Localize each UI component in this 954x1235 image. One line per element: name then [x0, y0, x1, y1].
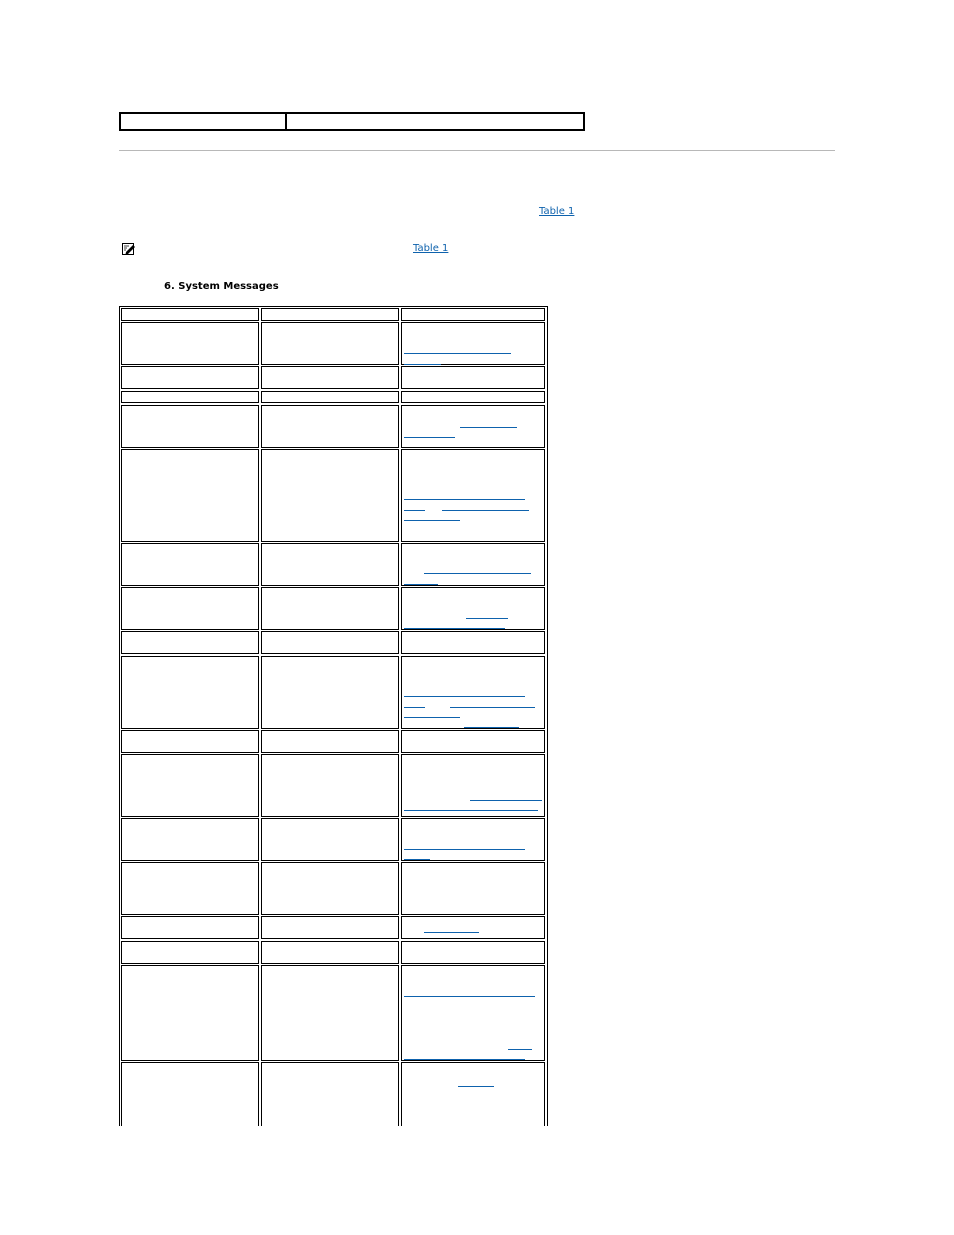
link-underline[interactable] — [404, 353, 511, 354]
link-underline[interactable] — [404, 364, 441, 365]
table-header-row — [120, 308, 547, 321]
table-cell — [261, 391, 399, 403]
link-underline[interactable] — [404, 717, 460, 718]
table-cell — [261, 322, 399, 365]
table-cell — [121, 818, 259, 861]
link-underline[interactable] — [404, 437, 455, 438]
table-row — [120, 916, 547, 939]
table-cell — [121, 754, 259, 817]
table-1-note-link[interactable]: Table 1 — [413, 243, 449, 254]
table-cell — [401, 730, 545, 753]
table-cell — [121, 543, 259, 586]
link-underline[interactable] — [464, 727, 519, 728]
link-underline[interactable] — [404, 510, 425, 511]
table-cell — [121, 1062, 259, 1126]
table-cell — [401, 587, 545, 630]
table-cell — [401, 391, 545, 403]
table-cell — [401, 941, 545, 964]
table-cell — [261, 1062, 399, 1126]
table-row — [120, 941, 547, 964]
table-cell — [121, 587, 259, 630]
table-cell — [261, 543, 399, 586]
link-underline[interactable] — [424, 932, 479, 933]
link-underline[interactable] — [404, 584, 438, 585]
link-underline[interactable] — [470, 800, 542, 801]
table-cell — [261, 818, 399, 861]
table-row — [120, 631, 547, 654]
link-underline[interactable] — [508, 1049, 532, 1050]
link-underline[interactable] — [466, 618, 508, 619]
link-underline[interactable] — [404, 628, 505, 629]
link-underline[interactable] — [404, 696, 525, 697]
table-row — [120, 322, 547, 365]
link-underline[interactable] — [424, 573, 531, 574]
table-cell — [401, 1062, 545, 1126]
table-cell — [401, 818, 545, 861]
system-messages-table — [119, 306, 548, 1126]
table-row — [120, 656, 547, 729]
link-underline[interactable] — [404, 1059, 525, 1060]
table-cell — [401, 322, 545, 365]
table-cell — [401, 449, 545, 542]
navigation-table — [119, 112, 585, 131]
table-row — [120, 449, 547, 542]
navigation-cell-right — [287, 114, 583, 129]
header-cell-action — [401, 308, 545, 321]
link-underline[interactable] — [460, 427, 517, 428]
link-underline[interactable] — [450, 707, 535, 708]
table-cell — [261, 965, 399, 1061]
link-underline[interactable] — [442, 510, 529, 511]
table-row — [120, 543, 547, 586]
table-cell — [401, 656, 545, 729]
table-cell — [121, 405, 259, 448]
table-cell — [401, 965, 545, 1061]
link-underline[interactable] — [404, 499, 525, 500]
table-cell — [401, 631, 545, 654]
table-cell — [261, 631, 399, 654]
table-row — [120, 587, 547, 630]
table-caption: 6. System Messages — [164, 281, 279, 292]
link-underline[interactable] — [404, 996, 535, 997]
table-cell — [121, 916, 259, 939]
table-1-link[interactable]: Table 1 — [539, 206, 575, 217]
header-cell-message — [121, 308, 259, 321]
header-cell-cause — [261, 308, 399, 321]
table-cell — [121, 862, 259, 915]
table-cell — [121, 730, 259, 753]
link-underline[interactable] — [404, 810, 538, 811]
link-underline[interactable] — [404, 859, 430, 860]
table-cell — [401, 543, 545, 586]
table-cell — [401, 366, 545, 389]
table-cell — [261, 941, 399, 964]
table-cell — [121, 391, 259, 403]
table-cell — [401, 405, 545, 448]
table-row — [120, 730, 547, 753]
table-cell — [261, 587, 399, 630]
table-cell — [261, 405, 399, 448]
table-cell — [401, 862, 545, 915]
table-row — [120, 818, 547, 861]
table-cell — [261, 449, 399, 542]
table-cell — [261, 366, 399, 389]
table-row — [120, 965, 547, 1061]
table-cell — [121, 322, 259, 365]
table-cell — [121, 941, 259, 964]
table-cell — [261, 916, 399, 939]
table-cell — [401, 916, 545, 939]
table-cell — [261, 656, 399, 729]
table-cell — [121, 449, 259, 542]
note-pencil-icon — [122, 242, 136, 256]
table-cell — [261, 862, 399, 915]
table-row — [120, 754, 547, 817]
table-row — [120, 366, 547, 389]
link-underline[interactable] — [404, 520, 460, 521]
table-cell — [121, 965, 259, 1061]
table-row — [120, 862, 547, 915]
table-row — [120, 1062, 547, 1126]
table-cell — [261, 730, 399, 753]
horizontal-rule — [119, 150, 835, 151]
table-cell — [121, 631, 259, 654]
navigation-cell-left — [121, 114, 287, 129]
table-cell — [121, 366, 259, 389]
table-cell — [401, 754, 545, 817]
link-underline[interactable] — [458, 1086, 494, 1087]
link-underline[interactable] — [404, 849, 525, 850]
table-cell — [121, 656, 259, 729]
table-row — [120, 405, 547, 448]
link-underline[interactable] — [404, 707, 425, 708]
table-cell — [261, 754, 399, 817]
table-row — [120, 391, 547, 403]
